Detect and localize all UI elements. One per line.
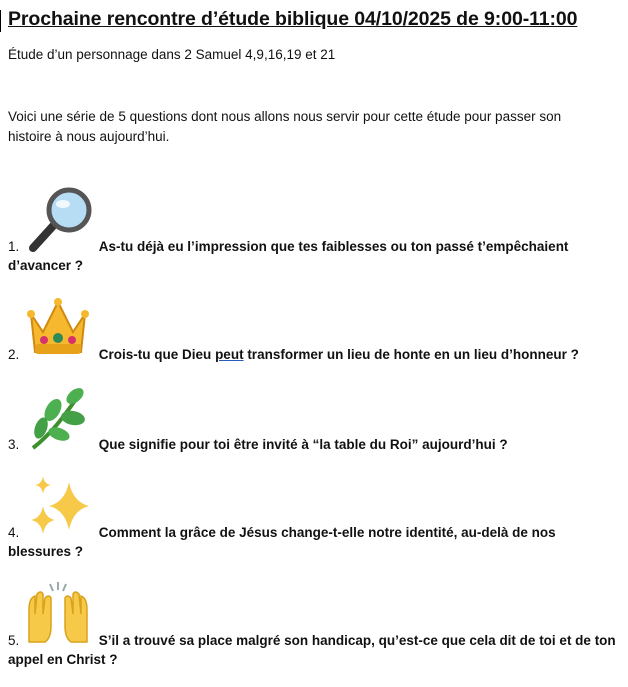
question-number: 1.	[8, 239, 20, 254]
crown-icon	[23, 294, 93, 364]
question-2[interactable]	[8, 294, 618, 364]
question-number: 4.	[8, 525, 20, 540]
question-number: 2.	[8, 347, 20, 362]
page-title[interactable]: Prochaine rencontre d’étude biblique 04/10/2025 de 9:00-11:00	[8, 8, 578, 30]
question-3[interactable]	[8, 384, 618, 454]
question-text-part: transformer un lieu de honte en un lieu d’honneur ?	[243, 347, 579, 362]
question-number: 3.	[8, 437, 20, 452]
underlined-word: peut	[215, 347, 244, 362]
question-text: Comment la grâce de Jésus change-t-elle notre identité, au-delà de nos blessures ?	[8, 525, 556, 559]
raised-hands-icon	[23, 580, 93, 650]
question-text-part: Crois-tu que Dieu	[98, 347, 216, 362]
question-number: 5.	[8, 633, 20, 648]
sparkles-icon	[23, 472, 93, 542]
question-text	[99, 347, 579, 362]
text-cursor	[0, 10, 1, 32]
question-4[interactable]	[8, 472, 618, 561]
herb-icon	[23, 384, 93, 454]
magnifying-glass-icon	[23, 186, 93, 256]
question-text: As-tu déjà eu l’impression que tes faiblesses ou ton passé t’empêchaient d’avancer ?	[8, 239, 569, 273]
question-5[interactable]	[8, 580, 618, 669]
question-1[interactable]	[8, 186, 618, 275]
study-subtitle[interactable]: Étude d’un personnage dans 2 Samuel 4,9,16,19 et 21	[8, 47, 336, 62]
question-text: S’il a trouvé sa place malgré son handicap, qu’est-ce que cela dit de toi et de ton appel en Christ ?	[8, 633, 616, 667]
question-text: Que signifie pour toi être invité à “la table du Roi” aujourd’hui ?	[98, 437, 508, 452]
intro-paragraph[interactable]: Voici une série de 5 questions dont nous allons nous servir pour cette étude pour passer son histoire à nous aujourd’hui.	[8, 109, 562, 144]
